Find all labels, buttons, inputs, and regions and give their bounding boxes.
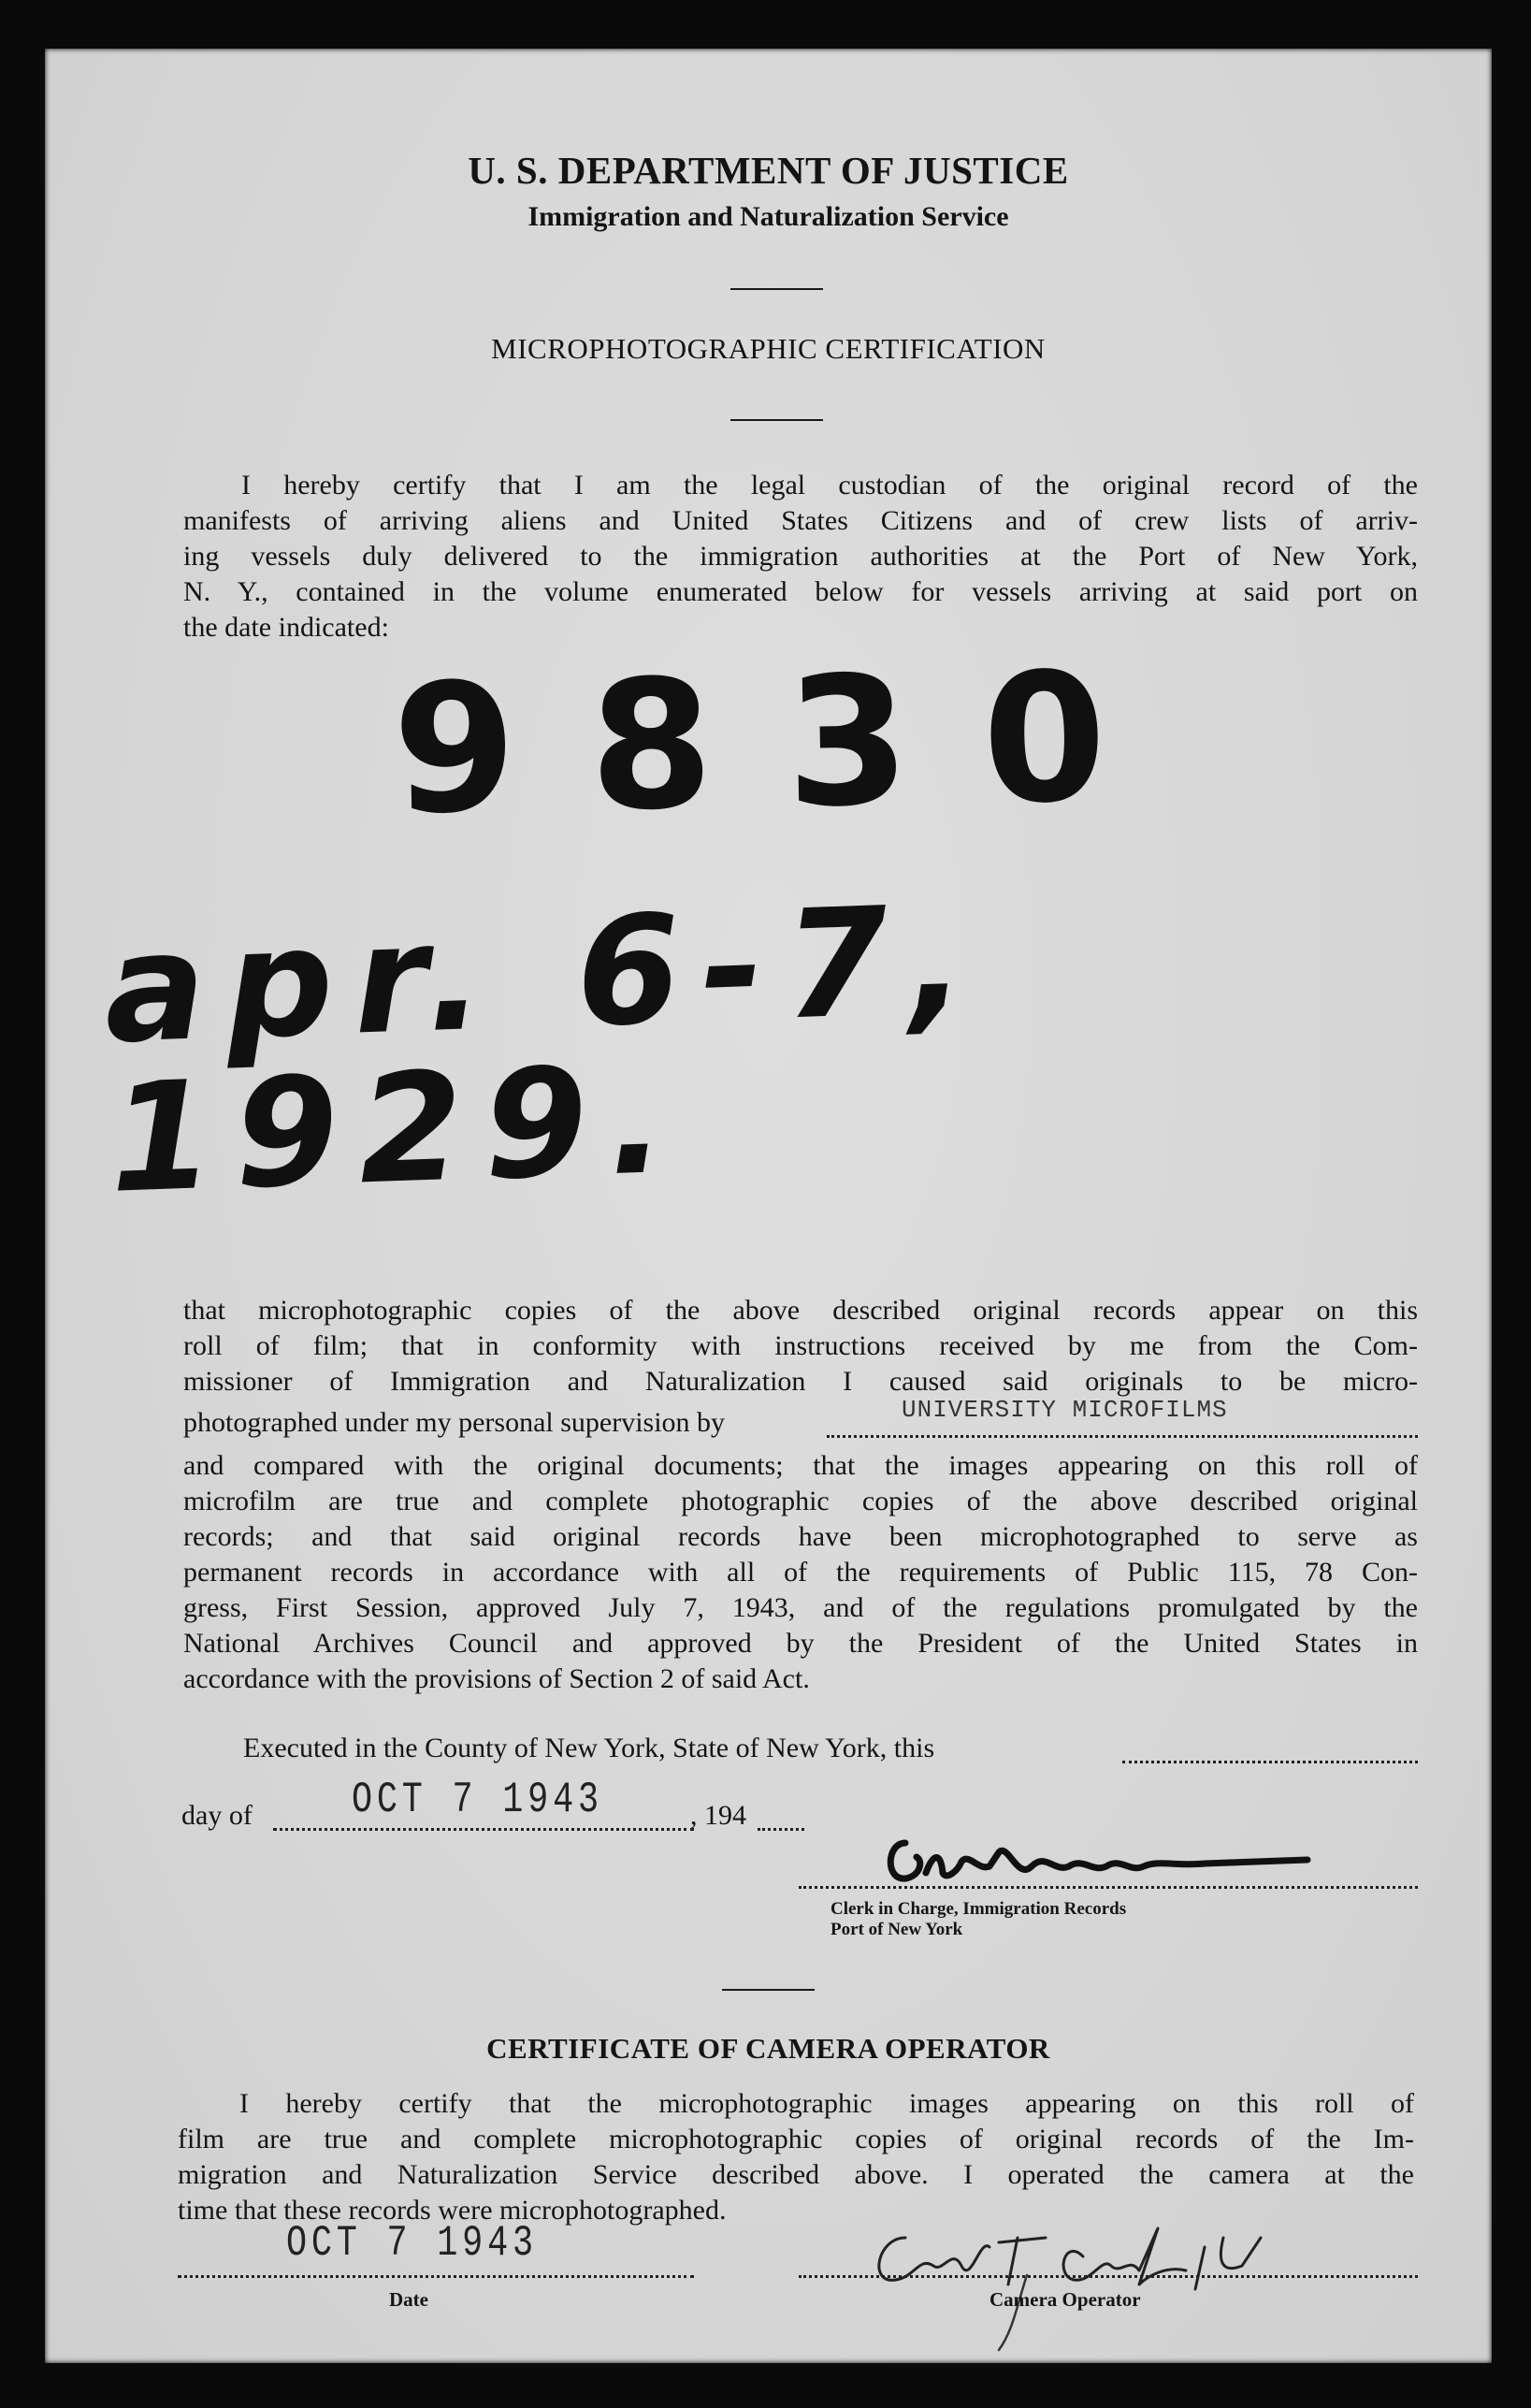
service-subheading: Immigration and Naturalization Service bbox=[527, 201, 1009, 232]
camera-line: migration and Naturalization Service described above. I operated the camera at the bbox=[178, 2159, 1414, 2190]
execution-statement: Executed in the County of New York, State of New York, this bbox=[243, 1733, 935, 1763]
body-line: gress, First Session, approved July 7, 1943, and of the regulations promulgated by the bbox=[183, 1592, 1418, 1623]
custodian-line: N. Y., contained in the volume enumerated below for vessels arriving at said port on bbox=[183, 576, 1418, 607]
body-line: records; and that said original records have been microphotographed to serve as bbox=[183, 1521, 1418, 1552]
header-divider-1 bbox=[730, 288, 823, 290]
clerk-title: Clerk in Charge, Immigration Records bbox=[830, 1899, 1127, 1919]
body-line: and compared with the original documents; that the images appearing on this roll of bbox=[183, 1450, 1418, 1481]
body-line: microfilm are true and complete photographic copies of the above described original bbox=[183, 1486, 1418, 1516]
certification-title: MICROPHOTOGRAPHIC CERTIFICATION bbox=[491, 332, 1046, 365]
supervision-typed-value: UNIVERSITY MICROFILMS bbox=[902, 1396, 1228, 1424]
camera-line: time that these records were microphotographed. bbox=[178, 2195, 727, 2226]
date-label: Date bbox=[389, 2288, 428, 2311]
executed-date-stamp: OCT 7 1943 bbox=[352, 1776, 603, 1824]
supervision-label: photographed under my personal supervision by bbox=[183, 1407, 726, 1438]
body-line: permanent records in accordance with all of the requirements of Public 115, 78 Con- bbox=[183, 1557, 1418, 1588]
camera-date-stamp: OCT 7 1943 bbox=[286, 2219, 538, 2268]
body-line: roll of film; that in conformity with instructions received by me from the Com- bbox=[183, 1330, 1418, 1361]
camera-line: I hereby certify that the microphotographic images appearing on this roll of bbox=[239, 2088, 1414, 2119]
body-line: that microphotographic copies of the above described original records appear on this bbox=[183, 1295, 1418, 1326]
camera-operator-signature bbox=[849, 2200, 1429, 2359]
custodian-line: the date indicated: bbox=[183, 612, 389, 643]
header-divider-2 bbox=[730, 419, 823, 421]
date-signature-line bbox=[178, 2275, 694, 2278]
year-dotted-line bbox=[758, 1828, 804, 1831]
camera-line: film are true and complete microphotographic copies of original records of the Im- bbox=[178, 2124, 1414, 2154]
day-of-label: day of bbox=[181, 1800, 253, 1831]
clerk-signature-line bbox=[799, 1886, 1418, 1889]
body-line: National Archives Council and approved by the President of the United States in bbox=[183, 1628, 1418, 1659]
custodian-line: manifests of arriving aliens and United States Citizens and of crew lists of arriv- bbox=[183, 505, 1418, 536]
certificate-page bbox=[45, 49, 1492, 2363]
custodian-line: ing vessels duly delivered to the immigration authorities at the Port of New York, bbox=[183, 541, 1418, 572]
handwritten-volume-number: 9830 bbox=[391, 632, 1181, 854]
section-divider bbox=[722, 1989, 815, 1991]
handwritten-arrival-dates: apr. 6-7, 1929. bbox=[101, 871, 989, 1226]
supervision-dotted-line bbox=[827, 1435, 1418, 1438]
clerk-port: Port of New York bbox=[830, 1920, 963, 1939]
camera-certificate-heading: CERTIFICATE OF CAMERA OPERATOR bbox=[486, 2032, 1050, 2065]
body-line: missioner of Immigration and Naturalization I caused said originals to be micro- bbox=[183, 1366, 1418, 1397]
day-of-dotted-line bbox=[273, 1828, 694, 1831]
year-prefix: , 194 bbox=[690, 1800, 746, 1831]
camera-operator-label: Camera Operator bbox=[989, 2288, 1141, 2311]
body-line: accordance with the provisions of Section 2 of said Act. bbox=[183, 1663, 810, 1694]
camera-operator-signature-line bbox=[799, 2275, 1418, 2278]
department-heading: U. S. DEPARTMENT OF JUSTICE bbox=[468, 149, 1069, 192]
execution-day-dotted-line bbox=[1122, 1761, 1418, 1763]
custodian-line: I hereby certify that I am the legal custodian of the original record of the bbox=[241, 470, 1418, 500]
